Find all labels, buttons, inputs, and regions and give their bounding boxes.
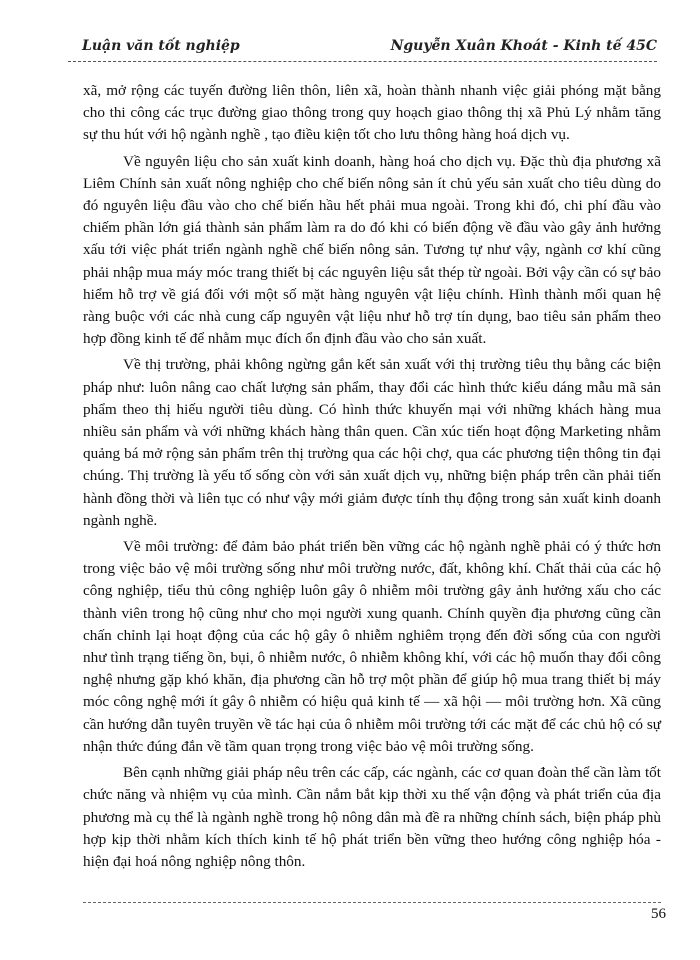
footer-divider	[83, 902, 661, 903]
page-header	[68, 36, 657, 62]
page-number: 56	[651, 906, 666, 922]
paragraph-raw-materials: Về nguyên liệu cho sản xuất kinh doanh, hàng hoá cho dịch vụ. Đặc thù địa phương xã Liêm Chính sản xuất nông nghiệp cho chế biến nông sản ít chủ yếu sản xuất cho tiêu dùng do đó nguyên liệu đầu vào cho chế biến hầu hết phải mua ngoài. Trong khi đó, chi phí đầu vào chiếm phần lớn giá thành sản phẩm làm ra do đó khi có biến động về đầu vào gây ảnh hưởng xấu tới việc phát triển ngành nghề chế biến nông sản. Tương tự như vậy, ngành cơ khí cũng phải nhập mua máy móc trang thiết bị các nguyên liệu sắt thép từ ngoài. Bởi vậy cần có sự bảo hiểm hỗ trợ về giá đối với một số mặt hàng nguyên vật liệu chính. Hình thành mối quan hệ ràng buộc với các nhà cung cấp nguyên vật liệu như hỗ trợ tín dụng, bao tiêu sản phẩm theo hợp đồng kinh tế để nhằm mục đích ổn định đầu vào cho sản xuất.	[83, 152, 661, 348]
header-right-author: Nguyễn Xuân Khoát - Kinh tế 45C	[390, 38, 657, 54]
body-text	[83, 80, 661, 877]
header-divider	[68, 61, 657, 62]
paragraph-conclusion: Bên cạnh những giải pháp nêu trên các cấp, các ngành, các cơ quan đoàn thể cần làm tốt chức năng và nhiệm vụ của mình. Cần nắm bắt kịp thời xu thế vận động và phát triển của địa phương mà cụ thể là ngành nghề trong hộ nông dân mà đề ra những chính sách, biện pháp phù hợp kịp thời nhằm kích thích kinh tế hộ phát triển bền vững theo hướng công nghiệp hóa - hiện đại hoá nông nghiệp nông thôn.	[83, 764, 661, 870]
header-left-title: Luận văn tốt nghiệp	[82, 38, 240, 54]
paragraph-continuation: xã, mở rộng các tuyến đường liên thôn, liên xã, hoàn thành nhanh việc giải phóng mặt bằng cho thi công các trục đường giao thông trong quy hoạch giao thông thị xã Phủ Lý nhằm tăng sự thu hút với hộ ngành nghề , tạo điều kiện tốt cho lưu thông hàng hoá dịch vụ.	[83, 82, 661, 144]
paragraph-environment: Về môi trường: để đảm bảo phát triển bền vững các hộ ngành nghề phải có ý thức hơn trong việc bảo vệ môi trường sống như môi trường nước, đất, không khí. Chất thải của các hộ công nghiệp, tiểu thủ công nghiệp luôn gây ô nhiễm môi trường gây ảnh hưởng xấu cho các thành viên trong hộ cũng như cho mọi người xung quanh. Chính quyền địa phương cũng cần chấn chỉnh lại hoạt động của các hộ gây ô nhiễm nghiêm trọng đến đời sống của con người như tình trạng tiếng ồn, bụi, ô nhiễm nước, ô nhiễm không khí, với các hộ muốn thay đổi công nghệ nhưng gặp khó khăn, địa phương cần hỗ trợ một phần để giúp hộ mua trang thiết bị máy móc công nghệ mới ít gây ô nhiễm có hiệu quả kinh tế — xã hội — môi trường hơn. Xã cũng cần hướng dẫn tuyên truyền về tác hại của ô nhiễm môi trường tới các mặt để các chủ hộ có sự nhận thức đúng đắn về tầm quan trọng trong việc bảo vệ môi trường sống.	[83, 538, 661, 755]
paragraph-market: Về thị trường, phải không ngừng gắn kết sản xuất với thị trường tiêu thụ bằng các biện pháp như: luôn nâng cao chất lượng sản phẩm, thay đổi các hình thức kiểu dáng mẫu mã sản phẩm theo thị hiếu người tiêu dùng. Có hình thức khuyến mại với những khách hàng mua nhiều sản phẩm và với những khách hàng thân quen. Cần xúc tiến hoạt động Marketing nhằm quảng bá mở rộng sản phẩm trên thị trường qua các hội chợ, qua các phương tiện thông tin đại chúng. Thị trường là yếu tố sống còn với sản xuất dịch vụ, những biện pháp trên cần phải tiến hành đồng thời và liên tục có như vậy mới giảm được tính thụ động trong sản xuất kinh doanh ngành nghề.	[83, 356, 661, 529]
